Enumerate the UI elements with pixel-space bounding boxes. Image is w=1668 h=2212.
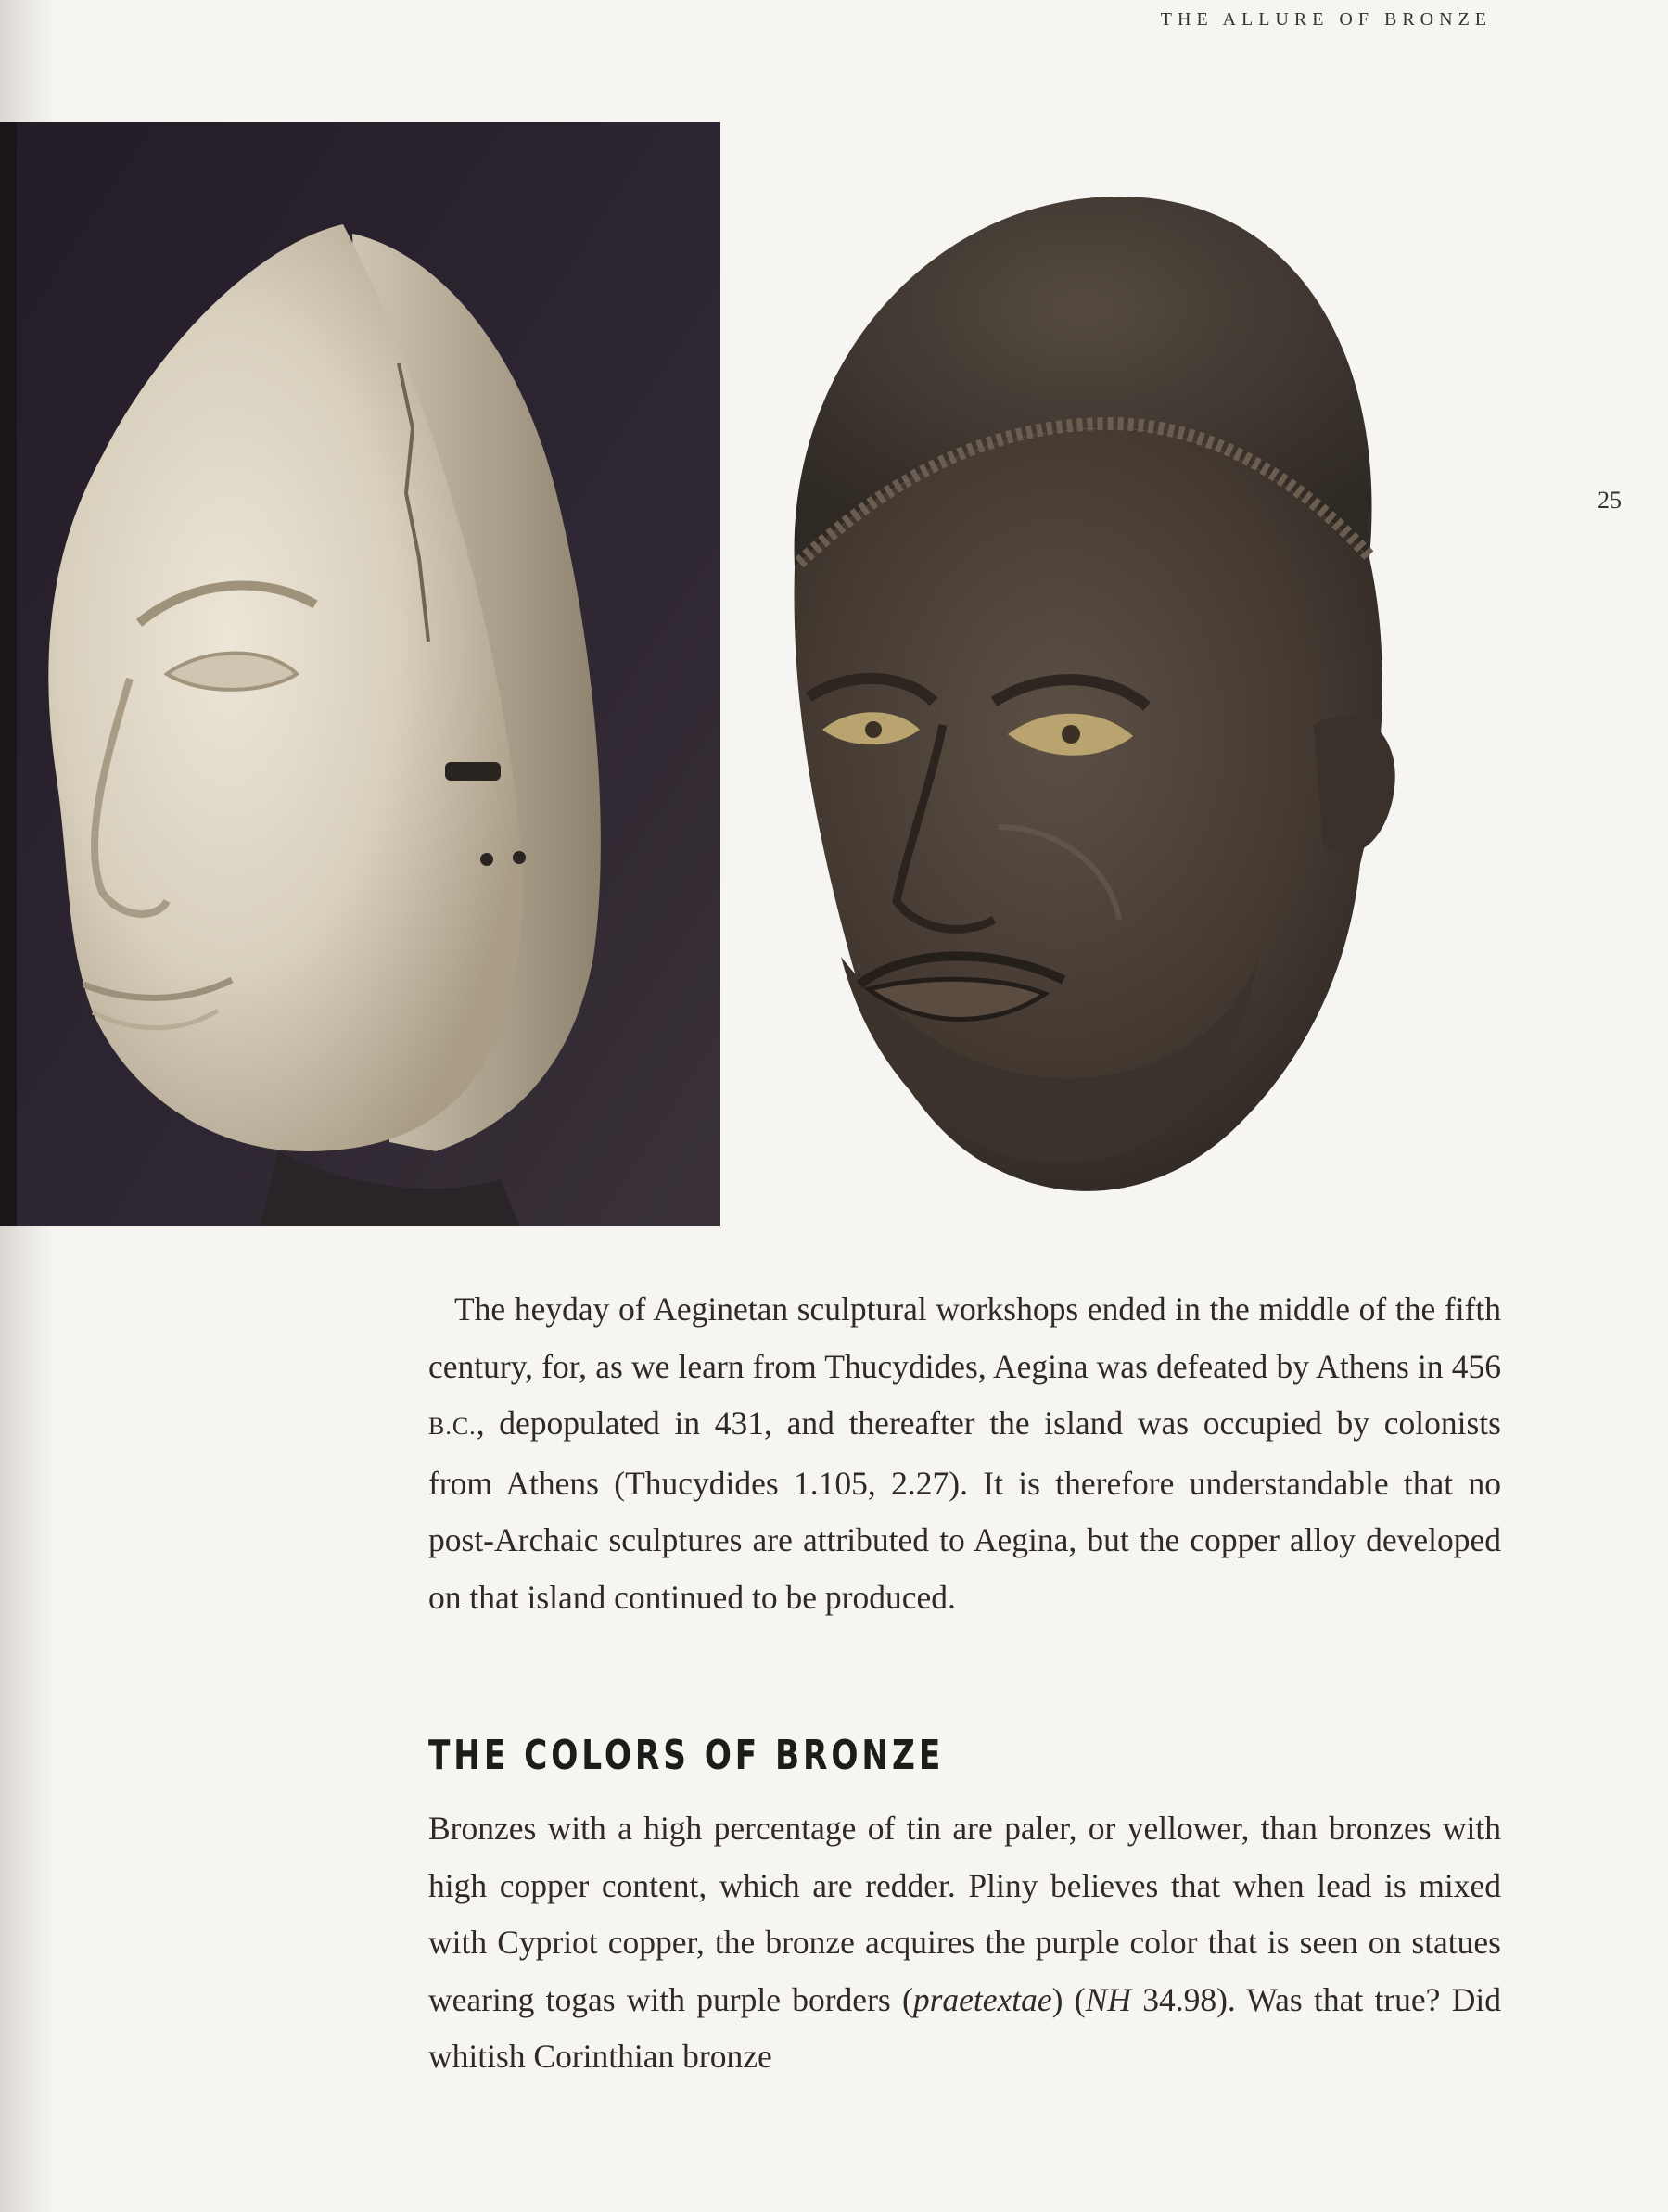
paragraph-1-text-a: The heyday of Aeginetan sculptural workshops ended in the middle of the fifth century, for, as we learn from Thucydides, Aegina was defeated by Athens in 456 [428,1290,1501,1385]
paragraph-2-italic-nh: NH [1085,1980,1131,2018]
figure-sculpture-heads [0,122,1419,1226]
bronze-head-illustration [720,122,1419,1226]
body-paragraph-2 [428,1800,1501,2086]
section-heading: THE COLORS OF BRONZE [428,1732,945,1779]
body-paragraph-1 [428,1281,1501,1626]
marble-head-photo [0,122,720,1226]
marble-head-illustration [0,122,720,1226]
paragraph-1-text-b: , depopulated in 431, and thereafter the island was occupied by colonists from Athens (Thucydides 1.105, 2.27). It is therefore understandable that no post-Archaic sculptures are attributed to Aegina, but the copper alloy developed on that island continued to be produced. [428,1405,1501,1616]
paragraph-2-text-1: Bronzes with a high percentage of tin are paler, or yellower, than bronzes with high copper content, which are redder. Pliny believes that when lead is mixed with Cypriot copper, the bronze acquires the purple color that is seen on statues wearing togas with purple borders ( [428,1810,1501,2018]
paragraph-1-era-abbreviation: B.C. [428,1413,477,1440]
paragraph-2-italic-praetextae: praetextae [912,1980,1052,2018]
page-number: 25 [1598,487,1622,514]
bronze-head-photo [720,122,1419,1226]
paragraph-2-text-2: ) ( [1051,1980,1086,2018]
paragraph-2-text-3: 34.98). Was that true? Did whitish Corinthian bronze [428,1980,1501,2075]
running-head: THE ALLURE OF BRONZE [1160,9,1492,30]
